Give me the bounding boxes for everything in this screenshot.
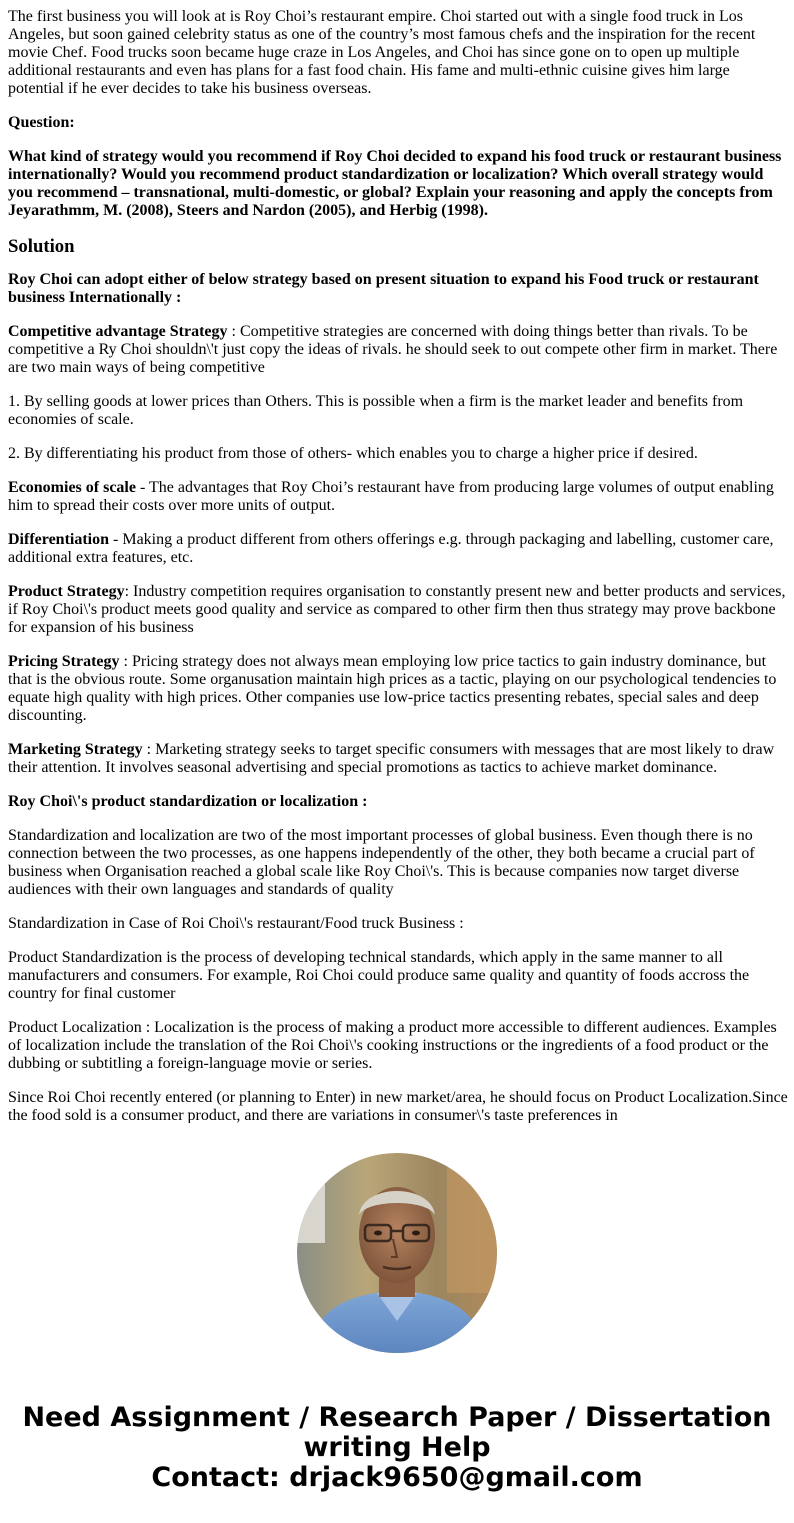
author-avatar [297,1153,497,1353]
pricing-strategy-paragraph [8,653,788,725]
cta-line-2: writing Help [303,1432,491,1463]
economies-paragraph [8,479,788,515]
since-paragraph: Since Roi Choi recently entered (or planning to Enter) in new market/area, he should focus on Product Localization.Since the food sold is a consumer product, and there are variations in consumer\'s taste preferences in [8,1089,788,1123]
question-text: What kind of strategy would you recommend if Roy Choi decided to expand his food truck or restaurant business internationally? Would you recommend product standardization or localization? Which overall strategy would you recommend – transnational, multi-domestic, or global? Explain your reasoning and apply the concepts from Jeyarathmm, M. (2008), Steers and Nardon (2005), and Herbig (1998). [8,148,782,219]
standardization-paragraph: Standardization and localization are two of the most important processes of global business. Even though there is no connection between the two processes, as one happens independently of the other, they both became a crucial part of business when Organisation reached a global scale like Roy Choi\'s. This is because companies now target diverse audiences with their own languages and standards of quality [8,827,755,898]
intro-paragraph: The first business you will look at is Roy Choi’s restaurant empire. Choi started out with a single food truck in Los Angeles, but soon gained celebrity status as one of the country’s most famous chefs and the inspiration for the recent movie Chef. Food trucks soon became huge craze in Los Angeles, and Choi has since gone on to open up multiple additional restaurants and even has plans for a fast food chain. His fame and multi-ethnic cuisine gives him large potential if he ever decides to take his business overseas. [8,8,756,97]
cta-contact-email: Contact: drjack9650@gmail.com [151,1462,643,1493]
product-strategy-paragraph [8,583,788,637]
standardization-heading: Roy Choi\'s product standardization or localization : [8,793,368,810]
product-localization-paragraph: Product Localization : Localization is the process of making a product more accessible to different audiences. Examples of localization include the translation of the Roi Choi\'s cooking instructions or the ingredients of a food product or the dubbing or subtitling a foreign-language movie or series. [8,1019,777,1072]
product-strategy-term: Product Strategy [8,583,125,600]
product-standardization-paragraph: Product Standardization is the process of developing technical standards, which apply in the same manner to all manufacturers and consumers. For example, Roi Choi could produce same quality and quantity of foods accross the country for final customer [8,949,750,1002]
differentiation-text: - Making a product different from others offerings e.g. through packaging and labelling, customer care, additional extra features, etc. [8,531,774,566]
differentiation-term: Differentiation [8,531,110,548]
economies-text: - The advantages that Roy Choi’s restaurant have from producing large volumes of output enabling him to spread their costs over more units of output. [8,479,774,514]
marketing-strategy-term: Marketing Strategy [8,741,143,758]
competitive-paragraph [8,323,788,377]
standardization-case: Standardization in Case of Roi Choi\'s restaurant/Food truck Business : [8,915,464,932]
solution-heading: Solution [8,236,75,257]
product-strategy-text: : Industry competition requires organisation to constantly present new and better products and services, if Roy Choi\'s product meets good quality and service as compared to other firm then thus strategy may prove backbone for expansion of his business [8,583,786,636]
contact-banner [0,1403,794,1493]
point-1: 1. By selling goods at lower prices than Others. This is possible when a firm is the market leader and benefits from economies of scale. [8,393,744,428]
question-label: Question: [8,114,75,131]
pricing-strategy-text: : Pricing strategy does not always mean employing low price tactics to gain industry dominance, but that is the obvious route. Some organusation maintain high prices as a tactic, playing on our psychological tendencies to equate high quality with high prices. Other companies use low-price tactics presenting rebates, special sales and deep discounting. [8,653,777,724]
solution-intro: Roy Choi can adopt either of below strategy based on present situation to expand his Food truck or restaurant business Internationally : [8,271,759,306]
differentiation-paragraph [8,531,788,567]
competitive-text: : Competitive strategies are concerned with doing things better than rivals. To be competitive a Ry Choi shouldn\'t just copy the ideas of rivals. he should seek to out compete other firm in market. There are two main ways of being competitive [8,323,778,376]
marketing-strategy-text: : Marketing strategy seeks to target specific consumers with messages that are most likely to draw their attention. It involves seasonal advertising and special promotions as tactics to achieve market dominance. [8,741,775,776]
competitive-term: Competitive advantage Strategy [8,323,228,340]
economies-term: Economies of scale [8,479,136,496]
article-content [8,8,788,1123]
marketing-strategy-paragraph [8,741,788,777]
point-2: 2. By differentiating his product from those of others- which enables you to charge a higher price if desired. [8,445,698,462]
cta-line-1: Need Assignment / Research Paper / Dissertation [22,1402,772,1433]
person-portrait-icon [297,1153,497,1353]
pricing-strategy-term: Pricing Strategy [8,653,120,670]
